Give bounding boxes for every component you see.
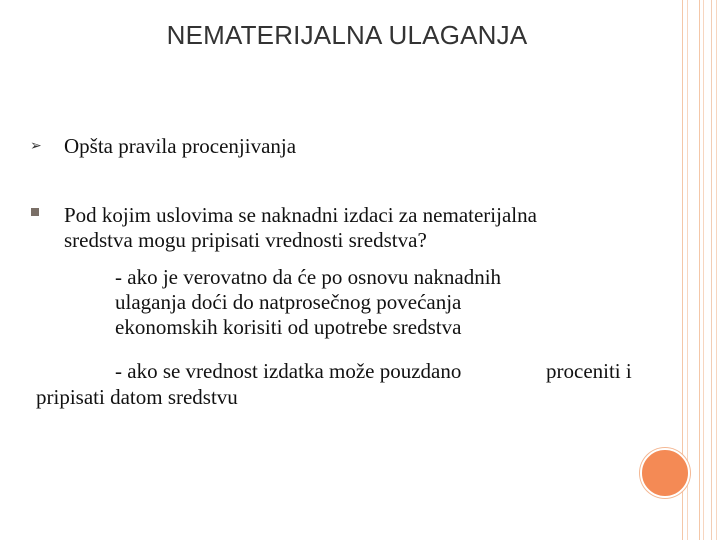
bullet-text: Pod kojim uslovima se naknadni izdaci za nematerijalna	[64, 203, 537, 227]
slide-title: NEMATERIJALNA ULAGANJA	[166, 20, 528, 50]
sub-item-text: - ako je verovatno da će po osnovu naknadnih	[115, 265, 502, 289]
sub-item-text: pripisati datom sredstvu	[36, 385, 238, 409]
sub-item-text: ulaganja doći do natprosečnog povećanja	[115, 290, 462, 314]
decorative-line	[703, 0, 704, 540]
sub-item-text: ekonomskih korisiti od upotrebe sredstva	[115, 315, 462, 339]
decorative-line	[687, 0, 688, 540]
decorative-circle	[640, 448, 690, 498]
bullet-text: Opšta pravila procenjivanja	[64, 134, 297, 158]
square-bullet-icon	[31, 208, 39, 216]
decorative-line	[716, 0, 717, 540]
decorative-line	[699, 0, 700, 540]
bullet-text: sredstva mogu pripisati vrednosti sredstva?	[64, 228, 427, 252]
sub-item-text: - ako se vrednost izdatka može pouzdano	[115, 359, 462, 383]
arrow-bullet-icon: ➢	[30, 138, 42, 154]
sub-item-text: proceniti i	[546, 359, 632, 383]
decorative-line	[711, 0, 712, 540]
